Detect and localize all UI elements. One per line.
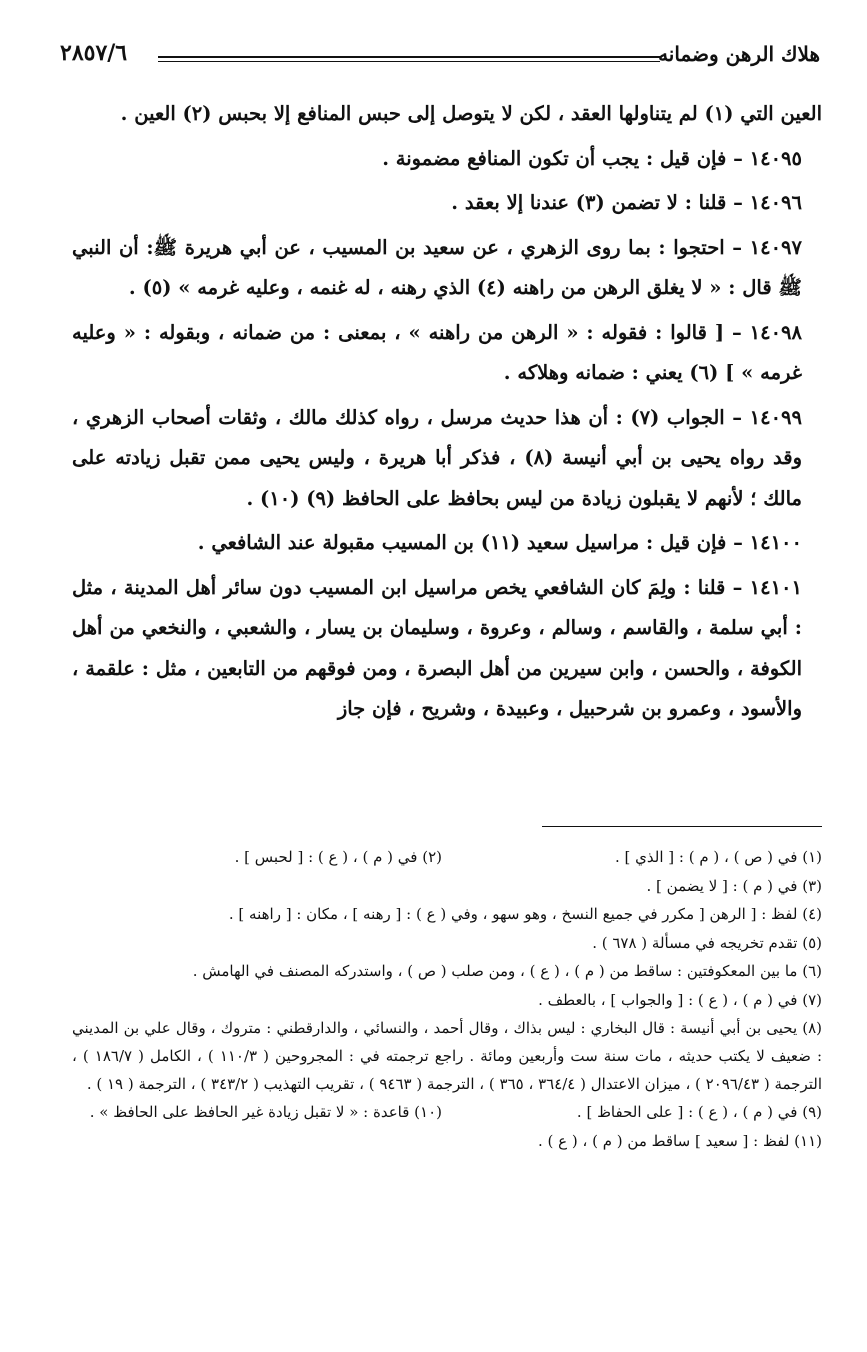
running-title: هلاك الرهن وضمانه	[658, 42, 820, 66]
paragraph-14099: ١٤٠٩٩ – الجواب (٧) : أن هذا حديث مرسل ، رواه كذلك مالك ، وثقات أصحاب الزهري ، وقد رواه يحيى بن أبي أنيسة (٨) ، فذكر أبا هريرة ، وليس يحيى ممن تقبل زيادته على مالك ؛ لأنهم لا يقبلون زيادة من ليس بحافظ على الحافظ (٩) (١٠) .	[72, 405, 802, 510]
paragraph-continuation: العين التي (١) لم يتناولها العقد ، لكن لا يتوصل إلى حبس المنافع إلا بحبس (٢) العين .	[120, 102, 822, 125]
paragraph-14097: ١٤٠٩٧ – احتجوا : بما روى الزهري ، عن سعيد بن المسيب ، عن أبي هريرة ﷺ: أن النبي ﷺ قال : « لا يغلق الرهن من راهنه (٤) الذي رهنه ، له غنمه ، وعليه غرمه » (٥) .	[72, 235, 802, 299]
footnote-8: (٨) يحيى بن أبي أنيسة : قال البخاري : ليس بذاك ، وقال أحمد ، والنسائي ، والدارقطني : متروك ، وقال علي بن المديني : ضعيف لا يكتب حديثه ، مات سنة ست وأربعين ومائة . راجع ترجمته في : المجروحين ( ١١٠/٣ ) ، الكامل ( ١٨٦/٧ ) ، الترجمة ( ٢٠٩٦/٤٣ ) ، ميزان الاعتدال ( ٣٦٤/٤ ، ٣٦٥ ) ، الترجمة ( ٩٤٦٣ ) ، تقريب التهذيب ( ٣٤٣/٢ ) ، الترجمة ( ١٩ ) .	[72, 1019, 822, 1093]
footnote-separator	[542, 826, 822, 827]
paragraph-14095: ١٤٠٩٥ – فإن قيل : يجب أن تكون المنافع مضمونة .	[382, 146, 802, 170]
footnote-7: (٧) في ( م ) ، ( ع ) : [ والجواب ] ، بالعطف .	[538, 990, 822, 1009]
footnote-2: (٢) في ( م ) ، ( ع ) : [ لحبس ] .	[234, 848, 442, 866]
page-header	[60, 42, 820, 78]
footnote-row	[72, 1098, 822, 1127]
main-text	[72, 94, 822, 730]
paragraph-14100: ١٤١٠٠ – فإن قيل : مراسيل سعيد (١١) بن المسيب مقبولة عند الشافعي .	[197, 531, 802, 554]
footnote-6: (٦) ما بين المعكوفتين : ساقط من ( م ) ، ( ع ) ، ومن صلب ( ص ) ، واستدركه المصنف في الهامش .	[192, 962, 822, 980]
paragraph-14101: ١٤١٠١ – قلنا : ولِمَ كان الشافعي يخص مراسيل ابن المسيب دون سائر أهل المدينة ، مثل : أبي سلمة ، والقاسم ، وسالم ، وعروة ، وسليمان بن يسار ، والشعبي ، والنخعي من أهل الكوفة ، والحسن ، وابن سيرين من أهل البصرة ، ومن فوقهم من التابعين ، مثل : علقمة ، والأسود ، وعمرو بن شرحبيل ، وعبيدة ، وشريح ، فإن جاز	[72, 575, 802, 720]
paragraph-14096: ١٤٠٩٦ – قلنا : لا تضمن (٣) عندنا إلا بعقد .	[451, 191, 802, 214]
footnote-4: (٤) لفظ : [ الرهن [ مكرر في جميع النسخ ، وهو سهو ، وفي ( ع ) : [ رهنه ] ، مكان : [ راهنه ] .	[228, 905, 822, 923]
page-number: ٢٨٥٧/٦	[60, 40, 128, 66]
footnote-11: (١١) لفظ : [ سعيد ] ساقط من ( م ) ، ( ع ) .	[538, 1131, 822, 1150]
footnote-9: (٩) في ( م ) ، ( ع ) : [ على الحفاظ ] .	[576, 1103, 822, 1121]
paragraph-14098: ١٤٠٩٨ – [ قالوا : فقوله : « الرهن من راهنه » ، بمعنى : من ضمانه ، وبقوله : « وعليه غرمه » ] (٦) يعني : ضمانه وهلاكه .	[72, 320, 802, 384]
footnote-3: (٣) في ( م ) : [ لا يضمن ] .	[646, 876, 822, 895]
footnote-5: (٥) تقدم تخريجه في مسألة ( ٦٧٨ ) .	[592, 933, 822, 952]
header-rule	[158, 56, 660, 58]
footnotes	[72, 843, 822, 1155]
footnote-1: (١) في ( ص ) ، ( م ) : [ الذي ] .	[615, 848, 822, 866]
header-rule-thin	[158, 61, 660, 62]
footnote-row	[72, 843, 822, 872]
footnote-10: (١٠) قاعدة : « لا تقبل زيادة غير الحافظ على الحافظ » .	[89, 1103, 442, 1121]
